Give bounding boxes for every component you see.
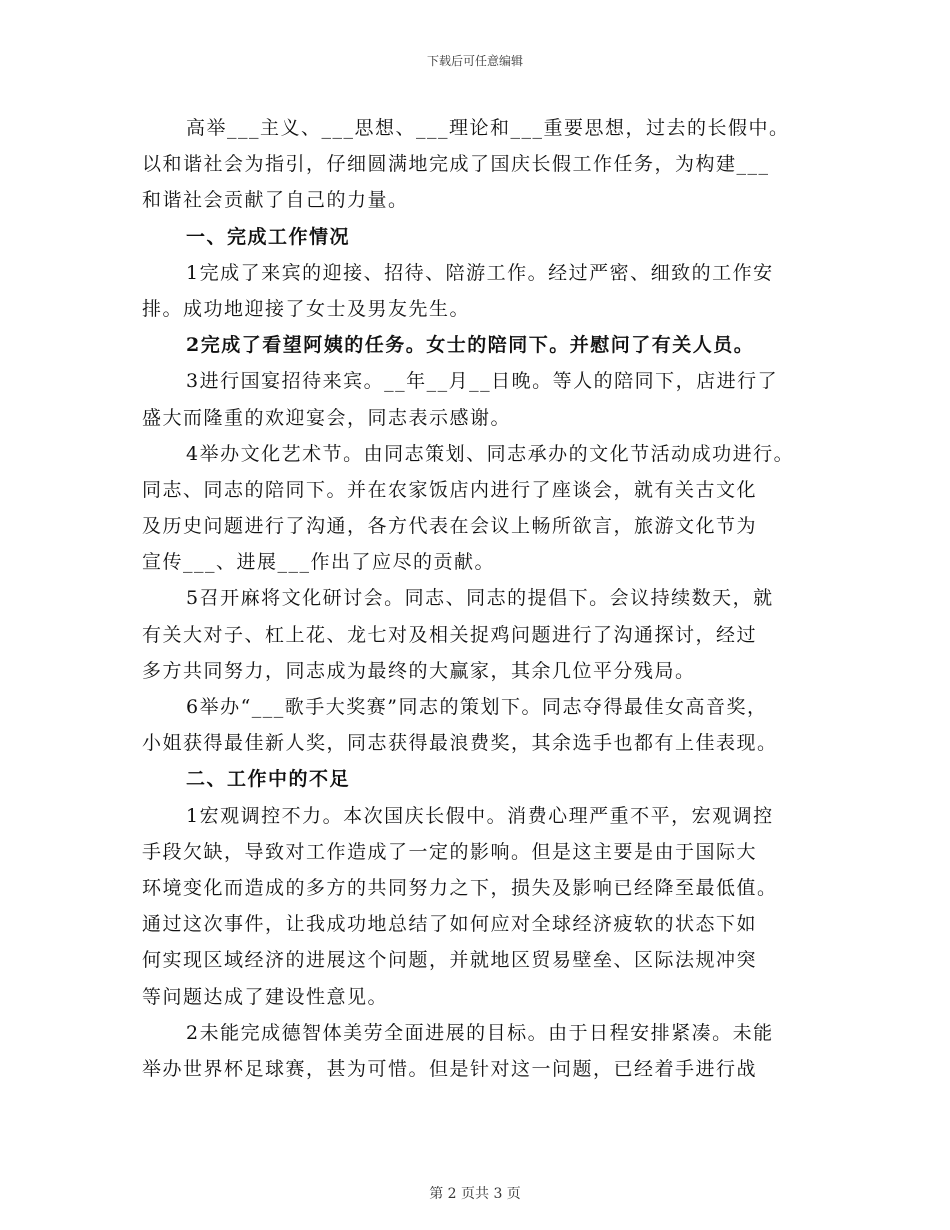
section-heading: 二、工作中的不足 (186, 768, 351, 791)
text-line: 排。成功地迎接了女士及男友先生。 (142, 297, 471, 320)
text-line: 1完成了来宾的迎接、招待、陪游工作。经过严密、细致的工作安 (186, 261, 774, 284)
text-line: 及历史问题进行了沟通，各方代表在会议上畅所欲言，旅游文化节为 (142, 515, 758, 538)
text-line: 小姐获得最佳新人奖，同志获得最浪费奖，其余选手也都有上佳表现。 (142, 732, 778, 755)
text-line: 何实现区域经济的进展这个问题，并就地区贸易壁垒、区际法规冲突 (142, 949, 758, 972)
text-line: 同志、同志的陪同下。并在农家饭店内进行了座谈会，就有关古文化 (142, 478, 758, 501)
text-line: 4举办文化艺术节。由同志策划、同志承办的文化节活动成功进行。 (186, 442, 795, 465)
text-line: 环境变化而造成的多方的共同努力之下，损失及影响已经降至最低值。 (142, 876, 778, 899)
text-line: 通过这次事件，让我成功地总结了如何应对全球经济疲软的状态下如 (142, 913, 758, 936)
text-line: 有关大对子、杠上花、龙七对及相关捉鸡问题进行了沟通探讨，经过 (142, 623, 758, 646)
text-line: 5召开麻将文化研讨会。同志、同志的提倡下。会议持续数天，就 (186, 587, 774, 610)
text-line: 和谐社会贡献了自己的力量。 (142, 189, 409, 212)
text-line: 盛大而隆重的欢迎宴会，同志表示感谢。 (142, 406, 512, 429)
section-heading: 2完成了看望阿姨的任务。女士的陪同下。并慰问了有关人员。 (186, 334, 755, 357)
page-footer: 第 2 页共 3 页 (429, 1186, 521, 1202)
text-line: 多方共同努力，同志成为最终的大赢家，其余几位平分残局。 (142, 659, 696, 682)
text-line: 高举___主义、___思想、___理论和___重要思想，过去的长假中。 (186, 117, 790, 139)
text-line: 3进行国宴招待来宾。__年__月__日晚。等人的陪同下，店进行了 (186, 370, 779, 393)
text-line: 2未能完成德智体美劳全面进展的目标。由于日程安排紧凑。未能 (186, 1021, 774, 1044)
text-line: 举办世界杯足球赛，甚为可惜。但是针对这一问题，已经着手进行战 (142, 1057, 758, 1080)
text-line: 等问题达成了建设性意见。 (142, 985, 389, 1008)
text-line: 手段欠缺，导致对工作造成了一定的影响。但是这主要是由于国际大 (142, 840, 758, 863)
page-header: 下载后可任意编辑 (426, 54, 523, 68)
document-body (142, 110, 822, 1087)
text-line: 1宏观调控不力。本次国庆长假中。消费心理严重不平，宏观调控 (186, 804, 774, 827)
text-line: 以和谐社会为指引，仔细圆满地完成了国庆长假工作任务，为构建___ (142, 153, 770, 176)
text-line: 6举办“___歌手大奖赛”同志的策划下。同志夺得最佳女高音奖， (186, 696, 768, 718)
section-heading: 一、完成工作情况 (186, 225, 351, 248)
text-line: 宣传___、进展___作出了应尽的贡献。 (142, 551, 496, 574)
